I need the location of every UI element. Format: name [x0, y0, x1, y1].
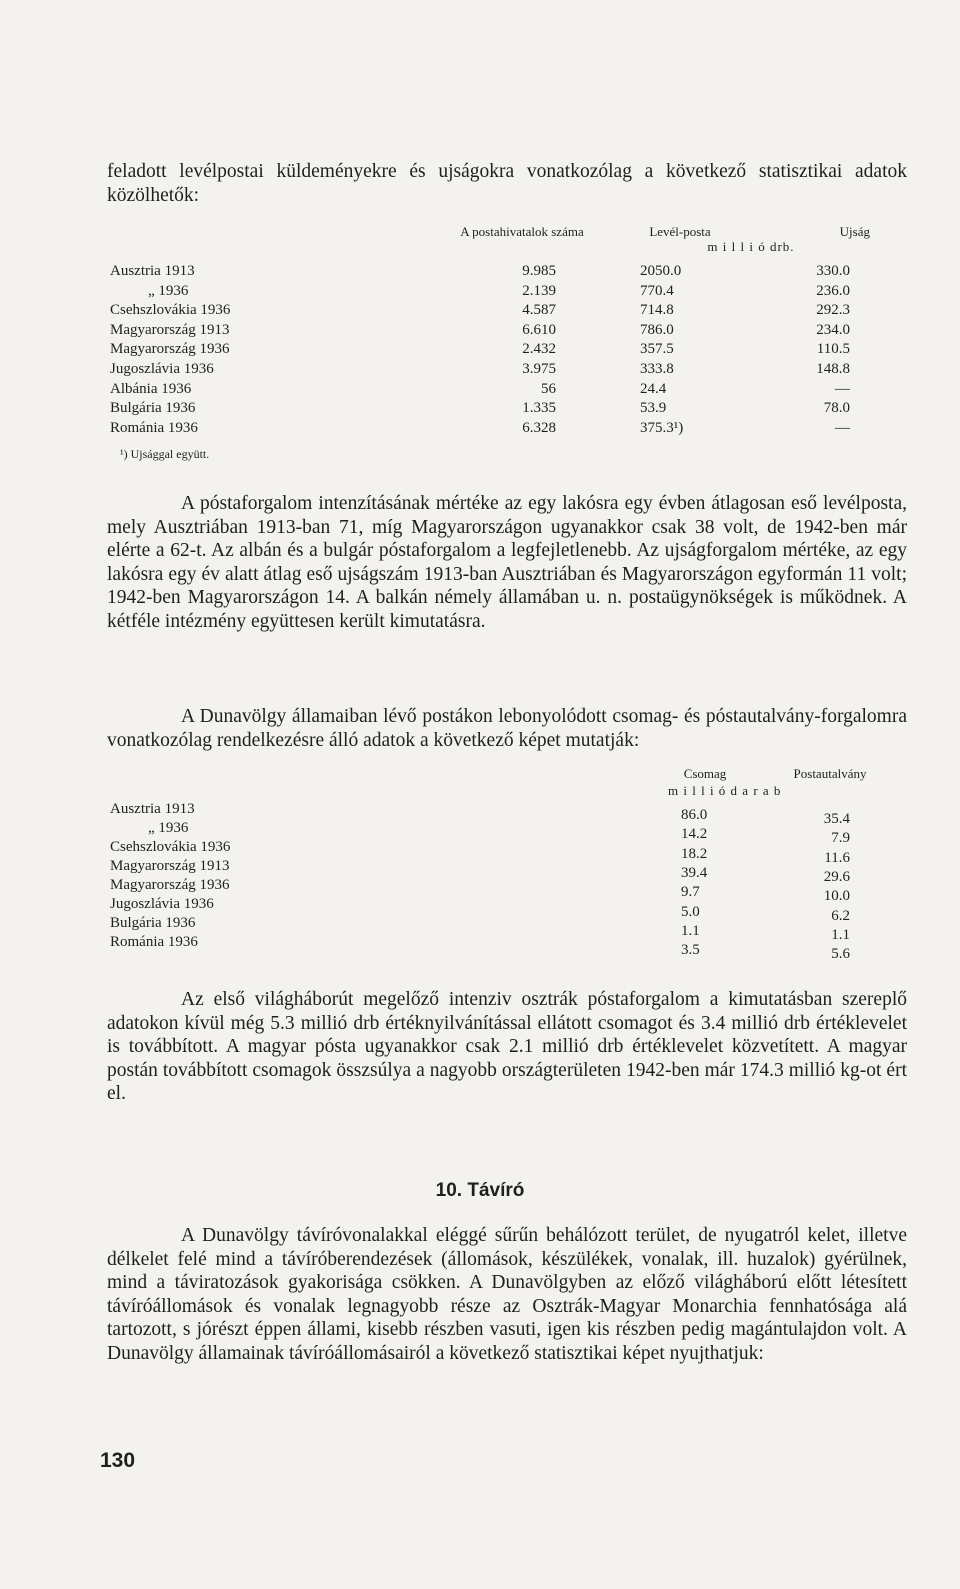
parcels-value: 1.1 — [681, 922, 700, 939]
header-offices: A postahivatalok száma — [460, 224, 584, 239]
row-label: Románia 1936 — [110, 933, 198, 950]
orders-value: 10.0 — [823, 888, 850, 905]
orders-value: 29.6 — [823, 868, 850, 885]
parcels-value: 9.7 — [681, 884, 700, 901]
papers-value: 292.3 — [816, 302, 850, 319]
row-label: Ausztria 1913 — [110, 801, 195, 817]
paragraph-parcels-intro: A Dunavölgy államaiban lévő postákon lebonyolódott csomag- és póstautalvány-forgalomra vonatkozólag rendelkezésre álló adatok a következő képet mutatják: — [107, 706, 907, 751]
papers-value: — — [835, 380, 850, 397]
paragraph-austrian-post: Az első világháborút megelőző intenziv osztrák póstaforgalom a kimutatásban szereplő adatokon kívül még 5.3 millió drb értéknyilvánítással ellátott csomagot és 3.4 millió drb értéklevelet is továbbított. A magyar pósta ugyanakkor csak 2.1 millió drb értéklevelet közvetített. A magyar postán továbbított csomagok összsúlya a nagyobb országterületen 1942-ben már 174.3 millió kg-ot ért el. — [107, 989, 907, 1105]
letters-value: 375.3¹) — [640, 419, 684, 436]
row-label: Magyarország 1936 — [110, 341, 230, 358]
offices-value: 6.610 — [522, 321, 556, 338]
row-label: Csehszlovákia 1936 — [110, 838, 231, 855]
letters-value: 357.5 — [640, 341, 674, 358]
orders-value: 6.2 — [831, 907, 850, 924]
letters-value: 714.8 — [640, 302, 674, 319]
row-label: Jugoszlávia 1936 — [110, 361, 214, 377]
parcels-value: 18.2 — [681, 845, 708, 862]
row-label: Bulgária 1936 — [110, 914, 196, 931]
header-unit: m i l l i ó drb. — [707, 239, 795, 254]
page-number: 130 — [100, 1449, 136, 1472]
offices-value: 1.335 — [522, 400, 556, 417]
header-unit-2: m i l l i ó d a r a b — [668, 783, 782, 798]
table-row — [0, 932, 960, 963]
papers-value: 236.0 — [816, 282, 850, 299]
section-heading: 10. Távíró — [435, 1180, 525, 1201]
papers-value: — — [835, 419, 850, 436]
row-label: „ 1936 — [148, 819, 189, 836]
intro-paragraph: feladott levélpostai küldeményekre és ujságokra vonatkozólag a következő statisztikai adatok közölhetők: — [107, 161, 907, 206]
parcels-value: 14.2 — [681, 826, 708, 843]
parcels-value: 3.5 — [681, 942, 700, 959]
row-label: Bulgária 1936 — [110, 400, 196, 417]
orders-value: 35.4 — [823, 811, 850, 827]
offices-value: 2.139 — [522, 282, 556, 299]
table-row — [0, 797, 960, 827]
letters-value: 333.8 — [640, 361, 674, 377]
header-letters: Levél-posta — [649, 224, 711, 239]
parcels-value: 39.4 — [681, 864, 708, 881]
offices-value: 2.432 — [522, 341, 556, 358]
paragraph-telegraph: A Dunavölgy távíróvonalakkal eléggé sűrűn behálózott terület, de nyugatról kelet, illetve délkelet felé mind a távíróberendezések (állomások, készülékek, vonalak, ill. huzalok) gyérülnek, mind a táviratozások gyakorisága csökken. A Dunavölgyben az előző világháború előtt létesített távíróállomások és vonalak legnagyobb része az Osztrák-Magyar Monarchia fennhatósága alá tartozott, s jórészt éppen állami, kisebb részben vasuti, igen kis részben pedig magántulajdon volt. A Dunavölgy államainak távíróállomásairól a következő statisztikai képet nyujthatjuk: — [107, 1225, 907, 1364]
papers-value: 148.8 — [816, 361, 850, 377]
letters-value: 24.4 — [640, 380, 667, 397]
row-label: Albánia 1936 — [110, 380, 192, 397]
papers-value: 78.0 — [823, 400, 850, 417]
header-parcels: Csomag — [683, 766, 727, 781]
letters-value: 770.4 — [640, 282, 674, 299]
papers-value: 330.0 — [816, 263, 850, 279]
row-label: Csehszlovákia 1936 — [110, 302, 231, 319]
row-label: „ 1936 — [148, 282, 189, 299]
letters-value: 53.9 — [640, 400, 667, 417]
parcels-value: 86.0 — [681, 807, 708, 823]
header-papers: Ujság — [839, 224, 870, 239]
orders-value: 7.9 — [831, 830, 850, 847]
orders-value: 11.6 — [824, 849, 850, 866]
offices-value: 6.328 — [522, 419, 556, 436]
letters-value: 2050.0 — [640, 263, 682, 279]
row-label: Románia 1936 — [110, 419, 198, 436]
offices-value: 4.587 — [522, 302, 556, 319]
row-label: Ausztria 1913 — [110, 263, 195, 279]
papers-value: 110.5 — [816, 341, 850, 358]
row-label: Magyarország 1913 — [110, 321, 230, 338]
row-label: Jugoszlávia 1936 — [110, 896, 214, 912]
offices-value: 56 — [541, 380, 556, 397]
row-label: Magyarország 1936 — [110, 876, 230, 893]
letters-value: 786.0 — [640, 321, 674, 338]
offices-value: 9.985 — [522, 263, 556, 279]
row-label: Magyarország 1913 — [110, 857, 230, 874]
offices-value: 3.975 — [522, 361, 556, 377]
orders-value: 5.6 — [831, 946, 850, 963]
parcels-value: 5.0 — [681, 903, 700, 920]
orders-value: 1.1 — [831, 926, 850, 943]
papers-value: 234.0 — [816, 321, 850, 338]
paragraph-post-intensity: A póstaforgalom intenzításának mértéke az egy lakósra egy évben átlagosan eső levélposta, mely Ausztriában 1913-ban 71, míg Magyarországon ugyanakkor csak 38 volt, de 1942-ben már elérte a 62-t. Az albán és a bulgár póstaforgalom a legfejletlenebb. Az ujságforgalom mértéke, az egy lakósra egy év alatt átlag eső ujságszám 1913-ban Ausztriában és Magyarországon egyformán 11 volt; 1942-ben Magyarországon 14. A balkán némely államában u. n. postaügynökségek is működnek. A kétféle intézmény együttesen került kimutatásra. — [107, 493, 907, 632]
header-orders: Postautalvány — [793, 766, 867, 781]
table1-footnote: ¹) Ujsággal együtt. — [120, 447, 210, 461]
